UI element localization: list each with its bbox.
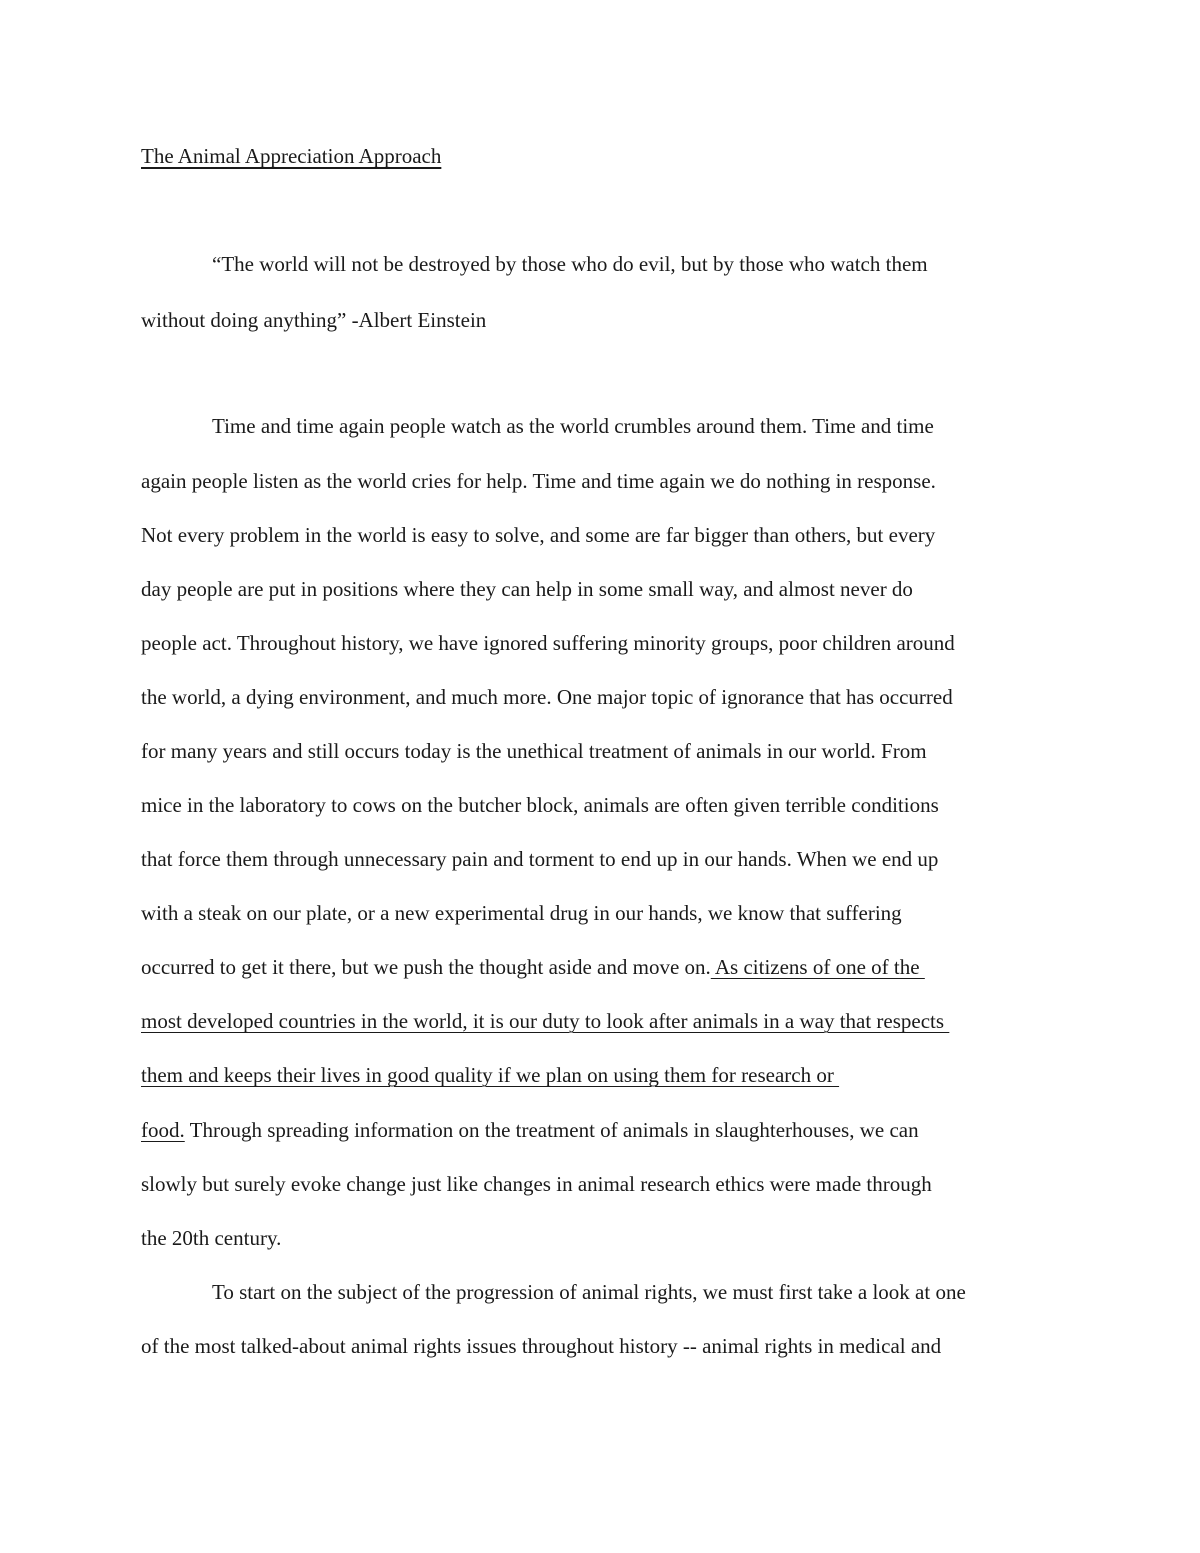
paragraph-1-line-7: for many years and still occurs today is the unethical treatment of animals in our world. From xyxy=(141,739,927,763)
paragraph-1-line-3: Not every problem in the world is easy to solve, and some are far bigger than others, but every xyxy=(141,523,936,547)
paragraph-1-line-4: day people are put in positions where they can help in some small way, and almost never do xyxy=(141,577,913,601)
paragraph-1-line-2: again people listen as the world cries for help. Time and time again we do nothing in response. xyxy=(141,469,936,493)
underlined-thesis: most developed countries in the world, it is our duty to look after animals in a way that respects xyxy=(141,1009,950,1033)
underlined-thesis: food. xyxy=(141,1118,185,1142)
paragraph-2-line-1: To start on the subject of the progression of animal rights, we must first take a look at one xyxy=(212,1280,966,1304)
paragraph-1-line-12 xyxy=(141,1007,949,1035)
paragraph-1-line-1: Time and time again people watch as the world crumbles around them. Time and time xyxy=(212,414,934,438)
underlined-thesis: them and keeps their lives in good quality if we plan on using them for research or xyxy=(141,1063,840,1087)
paragraph-1-line-6: the world, a dying environment, and much more. One major topic of ignorance that has occurred xyxy=(141,685,953,709)
paragraph-1-line-11 xyxy=(141,953,925,981)
quote-line-2: without doing anything” -Albert Einstein xyxy=(141,308,487,332)
plain-text: occurred to get it there, but we push the thought aside and move on. xyxy=(141,955,711,979)
paragraph-1-line-16: the 20th century. xyxy=(141,1226,282,1250)
paragraph-1-line-10: with a steak on our plate, or a new experimental drug in our hands, we know that suffering xyxy=(141,901,902,925)
paragraph-1-line-9: that force them through unnecessary pain and torment to end up in our hands. When we end up xyxy=(141,847,939,871)
quote-line-1: “The world will not be destroyed by those who do evil, but by those who watch them xyxy=(212,252,928,276)
document-title: The Animal Appreciation Approach xyxy=(141,144,442,168)
underlined-thesis: As citizens of one of the xyxy=(710,955,925,979)
paragraph-1-line-14 xyxy=(141,1116,919,1144)
paragraph-1-line-5: people act. Throughout history, we have ignored suffering minority groups, poor children around xyxy=(141,631,955,655)
paragraph-1-line-8: mice in the laboratory to cows on the butcher block, animals are often given terrible conditions xyxy=(141,793,939,817)
plain-text: Through spreading information on the treatment of animals in slaughterhouses, we can xyxy=(184,1118,919,1142)
paragraph-1-line-15: slowly but surely evoke change just like changes in animal research ethics were made through xyxy=(141,1172,932,1196)
paragraph-1-line-13 xyxy=(141,1061,839,1089)
paragraph-2-line-2: of the most talked-about animal rights issues throughout history -- animal rights in medical and xyxy=(141,1334,942,1358)
